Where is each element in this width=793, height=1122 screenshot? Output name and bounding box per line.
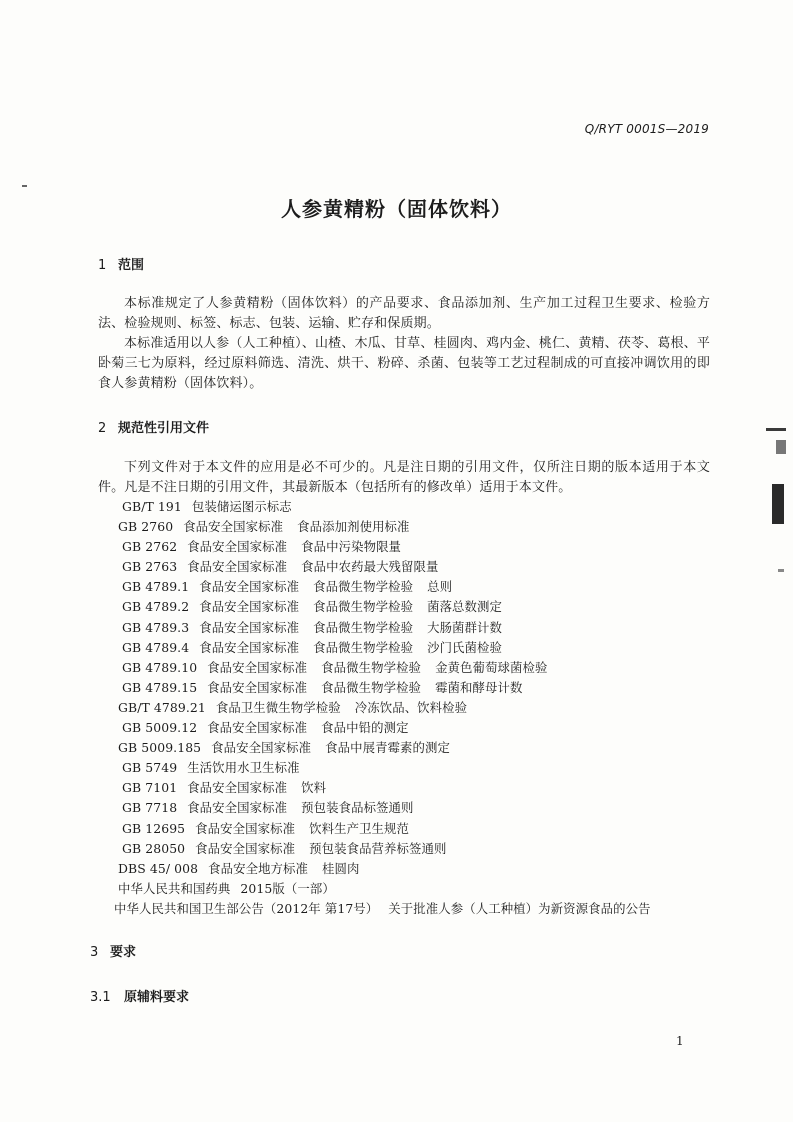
reference-title-part: 关于批准人参（人工种植）为新资源食品的公告 <box>388 900 651 916</box>
reference-title-part: 食品安全国家标准 <box>187 780 288 796</box>
reference-title-part: 食品中铅的测定 <box>321 720 409 736</box>
reference-title-part: 食品安全国家标准 <box>211 740 312 756</box>
reference-title-part: 生活饮用水卫生标准 <box>187 760 300 776</box>
reference-code: DBS 45/ 008 <box>118 860 199 876</box>
reference-item <box>118 859 651 879</box>
reference-title-part: 预包装食品标签通则 <box>301 800 414 816</box>
reference-title-part: 包装储运图示标志 <box>191 499 292 514</box>
reference-title-part: 食品安全国家标准 <box>195 840 296 856</box>
reference-title-part: 食品安全国家标准 <box>187 559 288 575</box>
reference-title-part: 饮料 <box>301 780 327 796</box>
reference-code: GB 4789.3 <box>122 619 190 635</box>
reference-code: 中华人民共和国药典 <box>118 880 231 896</box>
reference-title-part: 食品微生物学检验 <box>313 599 414 615</box>
reference-title-part: 食品安全国家标准 <box>195 820 296 836</box>
reference-item <box>122 778 651 798</box>
reference-title-part: 食品中展青霉素的测定 <box>325 740 451 756</box>
reference-title-part: 预包装食品营养标签通则 <box>309 840 447 856</box>
reference-item <box>118 698 651 718</box>
reference-title-part: 食品微生物学检验 <box>321 659 422 675</box>
reference-title-part: 食品安全国家标准 <box>199 579 300 595</box>
reference-code: GB 4789.15 <box>122 679 198 695</box>
reference-item <box>122 557 651 577</box>
scope-paragraph-1: 本标准规定了人参黄精粉（固体饮料）的产品要求、食品添加剂、生产加工过程卫生要求、检验方法、检验规则、标签、标志、包装、运输、贮存和保质期。 <box>98 296 710 331</box>
reference-code: GB 7101 <box>122 780 178 796</box>
section-title: 规范性引用文件 <box>118 421 210 436</box>
reference-item <box>122 758 651 778</box>
reference-code: GB/T 191 <box>122 499 182 514</box>
reference-title-part: 食品微生物学检验 <box>313 639 414 655</box>
reference-code: GB 4789.4 <box>122 639 190 655</box>
reference-code: GB/T 4789.21 <box>118 699 206 715</box>
reference-title-part: 食品安全国家标准 <box>207 659 308 675</box>
reference-item <box>122 638 651 658</box>
reference-title-part: 总则 <box>427 579 453 595</box>
reference-title-part: 食品安全国家标准 <box>199 639 300 655</box>
reference-title-part: 金黄色葡萄球菌检验 <box>435 659 548 675</box>
scan-mark <box>766 428 786 431</box>
reference-title-part: 菌落总数测定 <box>427 599 503 615</box>
reference-code: GB 7718 <box>122 800 178 816</box>
reference-title-part: 食品安全国家标准 <box>207 720 308 736</box>
reference-code: GB 4789.1 <box>122 579 190 595</box>
reference-item <box>118 879 651 899</box>
reference-title-part: 食品安全国家标准 <box>199 599 300 615</box>
reference-title-part: 食品安全国家标准 <box>187 800 288 816</box>
section-title: 要求 <box>110 945 137 960</box>
reference-title-part: 食品安全国家标准 <box>207 679 308 695</box>
reference-item <box>118 738 651 758</box>
reference-title-part: 食品微生物学检验 <box>313 619 414 635</box>
reference-item <box>122 839 651 859</box>
reference-title-part: 食品中污染物限量 <box>301 539 402 555</box>
scope-paragraph-2: 本标准适用以人参（人工种植）、山楂、木瓜、甘草、桂圆肉、鸡内金、桃仁、黄精、茯苓、葛根、平卧菊三七为原料，经过原料筛选、清洗、烘干、粉碎、杀菌、包装等工艺过程制成的可直接冲调饮用的即食人参黄精粉（固体饮料）。 <box>98 336 710 391</box>
reference-item <box>122 819 651 839</box>
scan-mark <box>22 185 27 187</box>
reference-code: GB 2763 <box>122 559 178 575</box>
reference-title-part: 冷冻饮品、饮料检验 <box>354 699 468 715</box>
reference-item <box>122 537 651 557</box>
standard-code: Q/RYT 0001S—2019 <box>584 122 709 136</box>
reference-item <box>118 517 651 537</box>
reference-code: GB 5009.12 <box>122 720 198 736</box>
reference-title-part: 2015版（一部） <box>240 880 335 896</box>
reference-list <box>114 497 651 919</box>
reference-item <box>122 718 651 738</box>
reference-item <box>122 658 651 678</box>
reference-item <box>122 597 651 617</box>
reference-item <box>122 577 651 597</box>
section-title: 范围 <box>118 258 145 273</box>
reference-title-part: 桂圆肉 <box>322 860 360 876</box>
reference-code: GB 28050 <box>122 840 186 856</box>
reference-title-part: 食品安全国家标准 <box>183 519 284 535</box>
section-number: 2 <box>98 421 107 436</box>
reference-item <box>114 899 651 919</box>
references-intro: 下列文件对于本文件的应用是必不可少的。凡是注日期的引用文件，仅所注日期的版本适用于本文件。凡是不注日期的引用文件，其最新版本（包括所有的修改单）适用于本文件。 <box>98 460 710 495</box>
reference-title-part: 食品中农药最大残留限量 <box>301 559 439 575</box>
section-heading-references <box>98 417 209 436</box>
reference-item <box>122 678 651 698</box>
reference-title-part: 霉菌和酵母计数 <box>435 679 523 695</box>
reference-title-part: 食品安全国家标准 <box>187 539 288 555</box>
reference-item <box>122 497 651 517</box>
reference-title-part: 沙门氏菌检验 <box>427 639 503 655</box>
reference-title-part: 食品微生物学检验 <box>321 679 422 695</box>
reference-title-part: 饮料生产卫生规范 <box>309 820 410 836</box>
reference-title-part: 食品微生物学检验 <box>313 579 414 595</box>
reference-code: GB 4789.10 <box>122 659 198 675</box>
scan-mark <box>772 484 784 524</box>
page-number: 1 <box>676 1034 684 1048</box>
reference-code: GB 4789.2 <box>122 599 190 615</box>
subsection-heading-raw-materials <box>90 986 189 1005</box>
scan-mark <box>776 440 786 454</box>
section-number: 1 <box>98 258 107 273</box>
reference-code: GB 2762 <box>122 539 178 555</box>
section-number: 3.1 <box>90 990 111 1005</box>
reference-title-part: 食品添加剂使用标准 <box>297 519 410 535</box>
reference-item <box>122 798 651 818</box>
reference-title-part: 食品卫生微生物学检验 <box>215 699 341 715</box>
reference-code: GB 5009.185 <box>118 740 202 756</box>
reference-title-part: 大肠菌群计数 <box>427 619 503 635</box>
reference-title-part: 食品安全地方标准 <box>208 860 309 876</box>
reference-code: GB 12695 <box>122 820 186 836</box>
section-number: 3 <box>90 945 99 960</box>
section-title: 原辅料要求 <box>124 990 190 1005</box>
section-heading-scope <box>98 254 144 273</box>
section-heading-requirements <box>90 941 136 960</box>
reference-code: 中华人民共和国卫生部公告（2012年 第17号） <box>114 900 379 916</box>
scan-mark <box>778 569 784 572</box>
reference-item <box>122 618 651 638</box>
reference-title-part: 食品安全国家标准 <box>199 619 300 635</box>
reference-code: GB 5749 <box>122 760 178 776</box>
document-title: 人参黄精粉（固体饮料） <box>281 197 512 221</box>
reference-code: GB 2760 <box>118 519 174 535</box>
